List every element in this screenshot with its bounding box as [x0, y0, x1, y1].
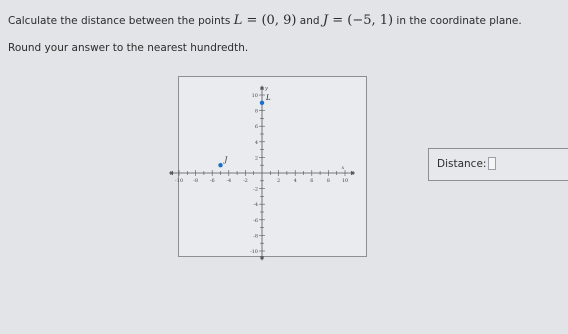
y-tick-label: -6 — [253, 217, 258, 224]
point-j-expression — [323, 13, 393, 28]
question-text-before: Calculate the distance between the points — [8, 15, 234, 27]
y-tick-label: -10 — [249, 249, 258, 255]
x-tick-label: -4 — [226, 178, 232, 184]
y-tick-label: -4 — [253, 202, 258, 209]
instruction-text: Round your answer to the nearest hundredth. — [8, 42, 249, 54]
x-axis-arrow-left — [169, 171, 173, 175]
y-axis-label: y — [265, 85, 268, 92]
point-l-value: = (0, 9) — [242, 13, 297, 28]
point-l-expression — [234, 13, 297, 28]
coordinate-plane-svg — [174, 77, 366, 256]
x-tick-label: -10 — [174, 178, 184, 184]
distance-input[interactable] — [488, 157, 496, 170]
question-text-and: and — [296, 15, 323, 27]
point-j-marker — [218, 163, 222, 167]
x-tick-label: 2 — [277, 178, 281, 184]
y-tick-label: 4 — [254, 139, 258, 146]
y-tick-label: 2 — [254, 155, 258, 162]
x-tick-label: -8 — [193, 178, 199, 184]
y-axis-arrow-top — [260, 86, 264, 90]
point-j-variable: J — [322, 13, 329, 28]
x-axis-label: x — [341, 165, 345, 171]
y-tick-label: 10 — [251, 93, 258, 99]
point-j-label: J — [224, 156, 228, 165]
x-axis-arrow-right — [351, 171, 355, 175]
y-tick-label: 6 — [254, 124, 258, 131]
question-text — [8, 8, 522, 34]
answer-panel — [428, 148, 568, 181]
y-tick-label: -8 — [253, 233, 258, 240]
y-axis-arrow-bottom — [260, 256, 264, 260]
x-tick-label: 10 — [341, 178, 349, 184]
y-tick-label: 8 — [254, 108, 258, 115]
point-j-value: = (−5, 1) — [328, 13, 394, 28]
x-tick-label: -2 — [242, 178, 248, 184]
point-l-variable: L — [233, 13, 243, 28]
x-tick-label: 4 — [293, 178, 297, 184]
x-tick-label: 8 — [326, 178, 330, 184]
question-text-after: in the coordinate plane. — [393, 15, 522, 27]
distance-label: Distance: — [437, 158, 487, 170]
point-l-marker — [260, 101, 264, 105]
coordinate-plane-graph — [174, 76, 367, 257]
point-l-label: L — [266, 93, 271, 102]
y-tick-label: -2 — [253, 186, 258, 193]
x-tick-label: -6 — [209, 178, 215, 184]
x-tick-label: 6 — [310, 178, 314, 184]
